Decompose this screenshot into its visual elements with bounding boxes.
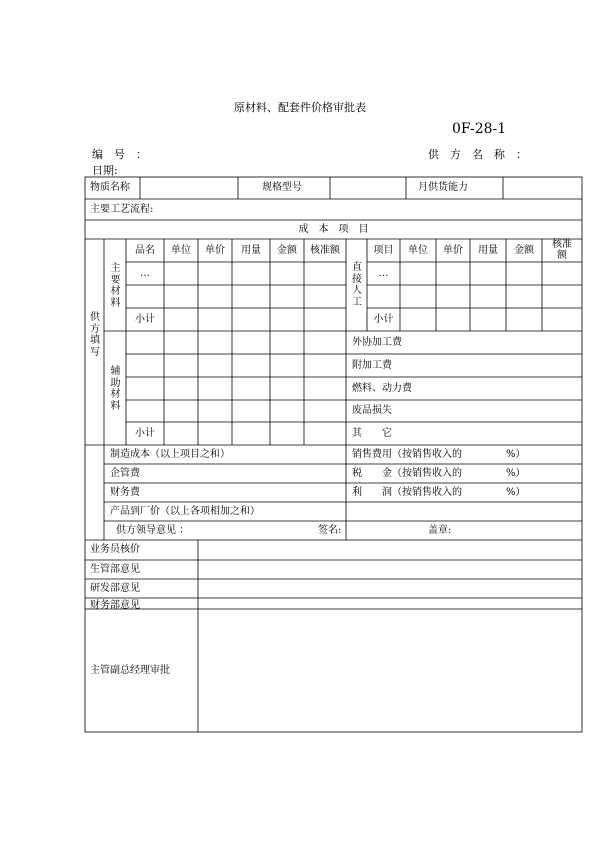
rd-dept-opinion-label: 研发部意见: [90, 582, 140, 594]
main-header-qty: 用量: [241, 244, 261, 256]
mfg-cost-label: 制造成本（以上项目之和）: [110, 448, 230, 460]
tax-label: 税 金（按销售收入的: [352, 467, 462, 479]
sales-cost-label: 销售费用（按销售收入的: [352, 448, 462, 460]
sales-cost-percent: %）: [506, 448, 526, 460]
cost-items-header: 成 本 项 目: [298, 223, 369, 235]
finance-dept-opinion-label: 财务部意见: [90, 599, 140, 611]
factory-price-label: 产品到厂价（以上各项相加之和）: [110, 505, 260, 517]
profit-label: 利 润（按销售收入的: [352, 486, 462, 498]
date-label: 日期:: [92, 164, 118, 177]
additional-processing-fee: 附加工费: [352, 359, 392, 371]
mgmt-fee-label: 企管费: [110, 467, 140, 479]
finance-fee-label: 财务费: [110, 486, 140, 498]
monthly-supply-label: 月供货能力: [418, 182, 468, 193]
aux-material-label: 辅 助 材 料: [110, 366, 121, 412]
production-dept-opinion-label: 生管部意见: [90, 563, 140, 575]
number-label: 编 号 ：: [92, 148, 147, 161]
leader-opinion-label: 供方领导意见 ：: [116, 524, 190, 536]
labor-row-placeholder: …: [378, 267, 389, 279]
labor-header-unit: 单位: [408, 244, 428, 256]
labor-header-qty: 用量: [478, 244, 498, 256]
supplier-name-label: 供 方 名 称 ：: [428, 148, 527, 161]
main-header-approved: 核准额: [310, 244, 340, 256]
outsourced-processing-fee: 外协加工费: [352, 336, 402, 348]
labor-header-amount: 金额: [514, 244, 534, 256]
signature-label: 签名:: [318, 524, 342, 536]
process-flow-label: 主要工艺流程:: [90, 203, 154, 215]
labor-header-approved: 核准额: [552, 239, 572, 261]
form-code: 0F-28-1: [452, 121, 507, 137]
direct-labor-label: 直 接 人 工: [352, 262, 362, 308]
vp-approval-label: 主管副总经理审批: [90, 664, 170, 676]
main-header-unit: 单位: [171, 244, 191, 256]
supplier-fill-label: 供 方 填 写: [90, 312, 100, 358]
seal-label: 盖章:: [428, 524, 452, 536]
scrap-loss: 废品损失: [352, 405, 392, 416]
main-header-name: 品名: [135, 244, 155, 256]
material-name-label: 物质名称: [90, 182, 130, 193]
tax-percent: %）: [506, 467, 526, 479]
other-costs: 其 它: [352, 427, 392, 439]
main-header-price: 单价: [205, 244, 225, 256]
main-row-placeholder: …: [140, 267, 150, 279]
clerk-price-check-label: 业务员核价: [90, 544, 140, 555]
labor-header-item: 项目: [373, 244, 394, 256]
main-material-label: 主 要 材 料: [110, 263, 121, 309]
labor-subtotal-label: 小计: [373, 313, 394, 325]
aux-subtotal-label: 小计: [135, 427, 155, 439]
main-header-amount: 金额: [277, 244, 297, 256]
labor-header-price: 单价: [443, 244, 463, 256]
document-title: 原材料、配套件价格审批表: [234, 101, 366, 114]
profit-percent: %）: [506, 486, 526, 498]
main-subtotal-label: 小计: [135, 313, 155, 325]
fuel-power-fee: 燃料、动力费: [352, 382, 412, 394]
spec-model-label: 规格型号: [262, 182, 302, 193]
